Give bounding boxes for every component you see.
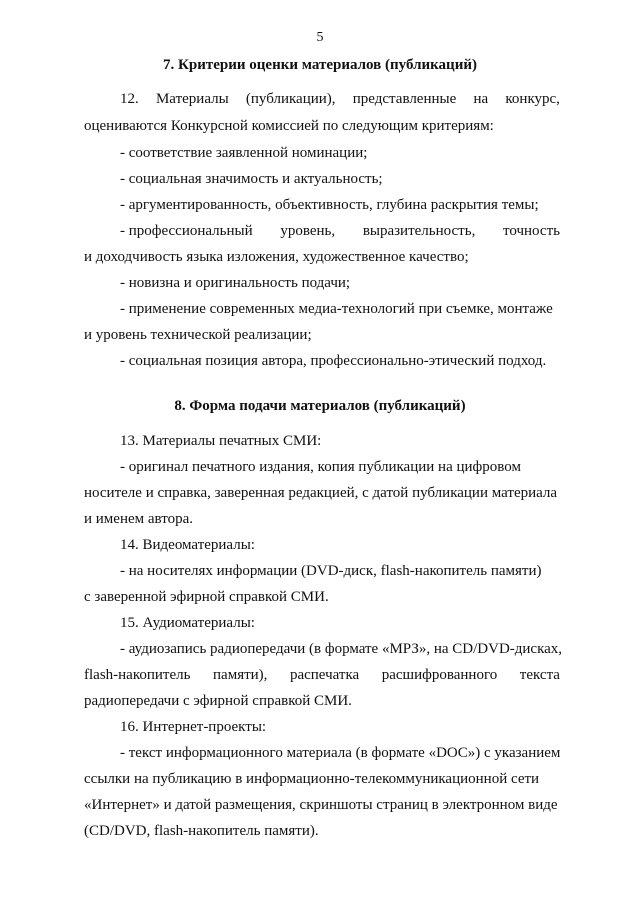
item-14-line-1: - на носителях информации (DVD-диск, flash-накопитель памяти): [120, 563, 542, 579]
word: точность: [503, 223, 560, 239]
section-7-heading: 7. Критерии оценки материалов (публикаций): [163, 57, 477, 73]
criterion-2: - социальная значимость и актуальность;: [120, 171, 383, 187]
word: 12.: [120, 91, 139, 107]
word: (публикации),: [245, 91, 336, 107]
word: выразительность,: [362, 223, 476, 239]
item-16-line-1: - текст информационного материала (в формате «DOC») с указанием: [120, 745, 561, 761]
item-14-line-2: с заверенной эфирной справкой СМИ.: [84, 589, 329, 605]
word: текста: [519, 667, 560, 683]
word: распечатка: [289, 667, 360, 683]
item-15-title: 15. Аудиоматериалы:: [120, 615, 255, 631]
criterion-5: - новизна и оригинальность подачи;: [120, 275, 351, 291]
section-8-heading: 8. Форма подачи материалов (публикаций): [174, 398, 466, 414]
item-15-line-1: - аудиозапись радиопередачи (в формате «МРЗ», на CD/DVD-дисках,: [120, 641, 563, 657]
word: представленные: [352, 91, 457, 107]
criterion-6-line-1: - применение современных медиа-технологий при съемке, монтаже: [120, 301, 553, 317]
word: уровень,: [280, 223, 336, 239]
item-16-line-3: «Интернет» и датой размещения, скриншоты страниц в электронном виде: [84, 797, 558, 813]
paragraph-12-line-2: оцениваются Конкурсной комиссией по следующим критериям:: [84, 118, 494, 134]
item-13-title: 13. Материалы печатных СМИ:: [120, 433, 322, 449]
item-16-line-4: (CD/DVD, flash-накопитель памяти).: [84, 823, 319, 839]
word: конкурс,: [505, 91, 560, 107]
paragraph-12-line-1: [120, 91, 560, 108]
criterion-7: - социальная позиция автора, профессионально-этический подход.: [120, 353, 547, 369]
criterion-6-line-2: и уровень технической реализации;: [84, 327, 312, 343]
item-15-line-3: радиопередачи с эфирной справкой СМИ.: [84, 693, 352, 709]
page-number: 5: [316, 30, 324, 45]
word: Материалы: [155, 91, 229, 107]
word: на: [473, 91, 489, 107]
item-15-line-2: [84, 667, 560, 684]
criterion-1: - соответствие заявленной номинации;: [120, 145, 368, 161]
word: расшифрованного: [381, 667, 498, 683]
item-16-title: 16. Интернет-проекты:: [120, 719, 267, 735]
word: - профессиональный: [120, 223, 253, 239]
item-14-title: 14. Видеоматериалы:: [120, 537, 255, 553]
item-13-line-1: - оригинал печатного издания, копия публикации на цифровом: [120, 459, 521, 475]
word: flash-накопитель: [84, 667, 191, 683]
criterion-4-line-2: и доходчивость языка изложения, художественное качество;: [84, 249, 469, 265]
criterion-4-line-1: [120, 223, 560, 240]
criterion-3: - аргументированность, объективность, глубина раскрытия темы;: [120, 197, 539, 213]
item-13-line-3: и именем автора.: [84, 511, 194, 527]
item-16-line-2: ссылки на публикацию в информационно-телекоммуникационной сети: [84, 771, 540, 787]
item-13-line-2: носителе и справка, заверенная редакцией, с датой публикации материала: [84, 485, 558, 501]
word: памяти),: [213, 667, 268, 683]
